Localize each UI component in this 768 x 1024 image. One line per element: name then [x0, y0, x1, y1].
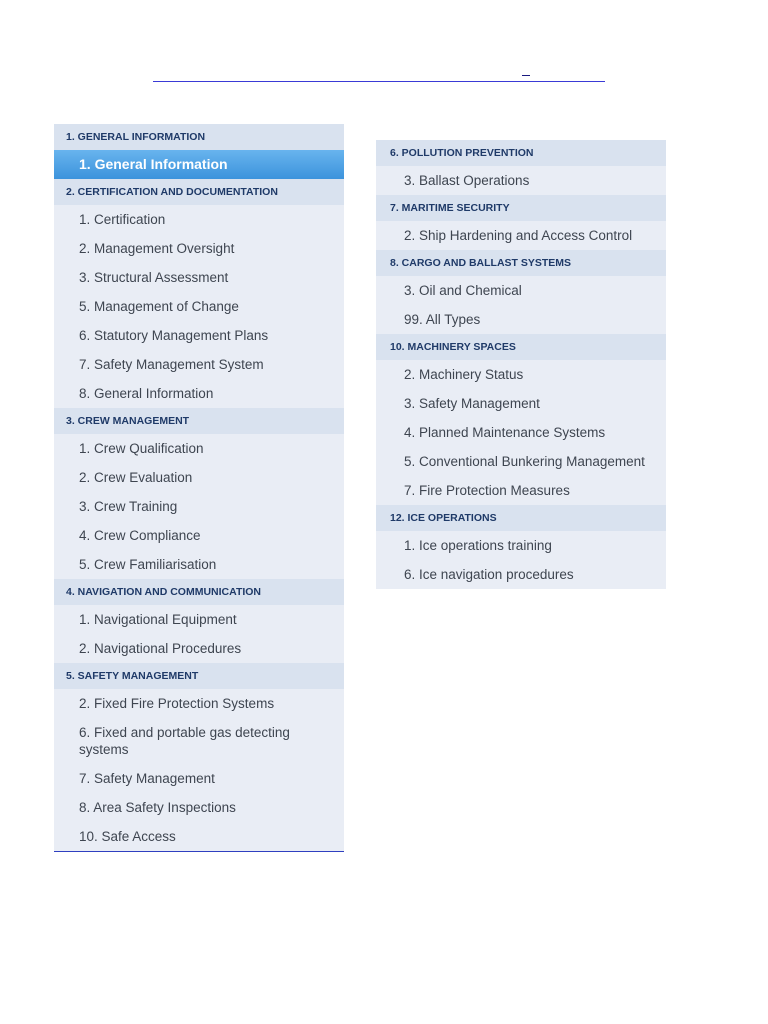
list-item-7-fire-protection-measures[interactable]: 7. Fire Protection Measures — [404, 483, 570, 498]
list-item-6-statutory-management-plans[interactable]: 6. Statutory Management Plans — [79, 328, 269, 343]
list-item-2-ship-hardening-and-access-control[interactable]: 2. Ship Hardening and Access Control — [404, 228, 633, 243]
list-item-8-general-information[interactable]: 8. General Information — [79, 386, 214, 401]
list-item-3-safety-management[interactable]: 3. Safety Management — [404, 396, 540, 411]
list-item-5-conventional-bunkering-management[interactable]: 5. Conventional Bunkering Management — [404, 454, 645, 469]
section-heading-7-maritime-security: 7. MARITIME SECURITY — [376, 195, 666, 221]
section-heading-5-safety-management: 5. SAFETY MANAGEMENT — [54, 663, 344, 689]
list-item-2-fixed-fire-protection-systems[interactable]: 2. Fixed Fire Protection Systems — [79, 696, 275, 711]
list-item-6-fixed-and-portable-gas-detecting-systems[interactable]: 6. Fixed and portable gas detecting systems — [79, 725, 290, 757]
section-heading-1-general-information: 1. GENERAL INFORMATION — [54, 124, 344, 150]
list-item-2-navigational-procedures[interactable]: 2. Navigational Procedures — [79, 641, 242, 656]
left-section-list — [54, 124, 344, 852]
list-item-3-ballast-operations[interactable]: 3. Ballast Operations — [404, 173, 530, 188]
list-item-3-oil-and-chemical[interactable]: 3. Oil and Chemical — [404, 283, 522, 298]
list-item-1-ice-operations-training[interactable]: 1. Ice operations training — [404, 538, 552, 553]
section-heading-8-cargo-and-ballast-systems: 8. CARGO AND BALLAST SYSTEMS — [376, 250, 666, 276]
section-heading-3-crew-management: 3. CREW MANAGEMENT — [54, 408, 344, 434]
list-item-4-planned-maintenance-systems[interactable]: 4. Planned Maintenance Systems — [404, 425, 606, 440]
section-heading-12-ice-operations: 12. ICE OPERATIONS — [376, 505, 666, 531]
list-item-1-navigational-equipment[interactable]: 1. Navigational Equipment — [79, 612, 237, 627]
list-item-6-ice-navigation-procedures[interactable]: 6. Ice navigation procedures — [404, 567, 574, 582]
list-item-7-safety-management-system[interactable]: 7. Safety Management System — [79, 357, 264, 372]
list-item-8-area-safety-inspections[interactable]: 8. Area Safety Inspections — [79, 800, 236, 815]
list-item-1-certification[interactable]: 1. Certification — [79, 212, 166, 227]
list-item-5-management-of-change[interactable]: 5. Management of Change — [79, 299, 239, 314]
list-item-2-management-oversight[interactable]: 2. Management Oversight — [79, 241, 235, 256]
section-heading-4-navigation-and-communication: 4. NAVIGATION AND COMMUNICATION — [54, 579, 344, 605]
list-item-10-safe-access[interactable]: 10. Safe Access — [79, 829, 176, 844]
section-heading-2-certification-and-documentation: 2. CERTIFICATION AND DOCUMENTATION — [54, 179, 344, 205]
list-item-5-crew-familiarisation[interactable]: 5. Crew Familiarisation — [79, 557, 217, 572]
list-item-1-general-information[interactable]: 1. General Information — [54, 150, 344, 179]
list-item-2-machinery-status[interactable]: 2. Machinery Status — [404, 367, 524, 382]
right-section-list — [376, 140, 666, 589]
section-heading-6-pollution-prevention: 6. POLLUTION PREVENTION — [376, 140, 666, 166]
list-item-3-crew-training[interactable]: 3. Crew Training — [79, 499, 178, 514]
list-item-7-safety-management[interactable]: 7. Safety Management — [79, 771, 215, 786]
list-item-2-crew-evaluation[interactable]: 2. Crew Evaluation — [79, 470, 193, 485]
list-item-99-all-types[interactable]: 99. All Types — [404, 312, 481, 327]
list-item-1-crew-qualification[interactable]: 1. Crew Qualification — [79, 441, 204, 456]
header-underline-link[interactable] — [153, 81, 605, 82]
header-mark — [522, 75, 530, 76]
section-heading-10-machinery-spaces: 10. MACHINERY SPACES — [376, 334, 666, 360]
list-item-3-structural-assessment[interactable]: 3. Structural Assessment — [79, 270, 229, 285]
list-item-4-crew-compliance[interactable]: 4. Crew Compliance — [79, 528, 201, 543]
